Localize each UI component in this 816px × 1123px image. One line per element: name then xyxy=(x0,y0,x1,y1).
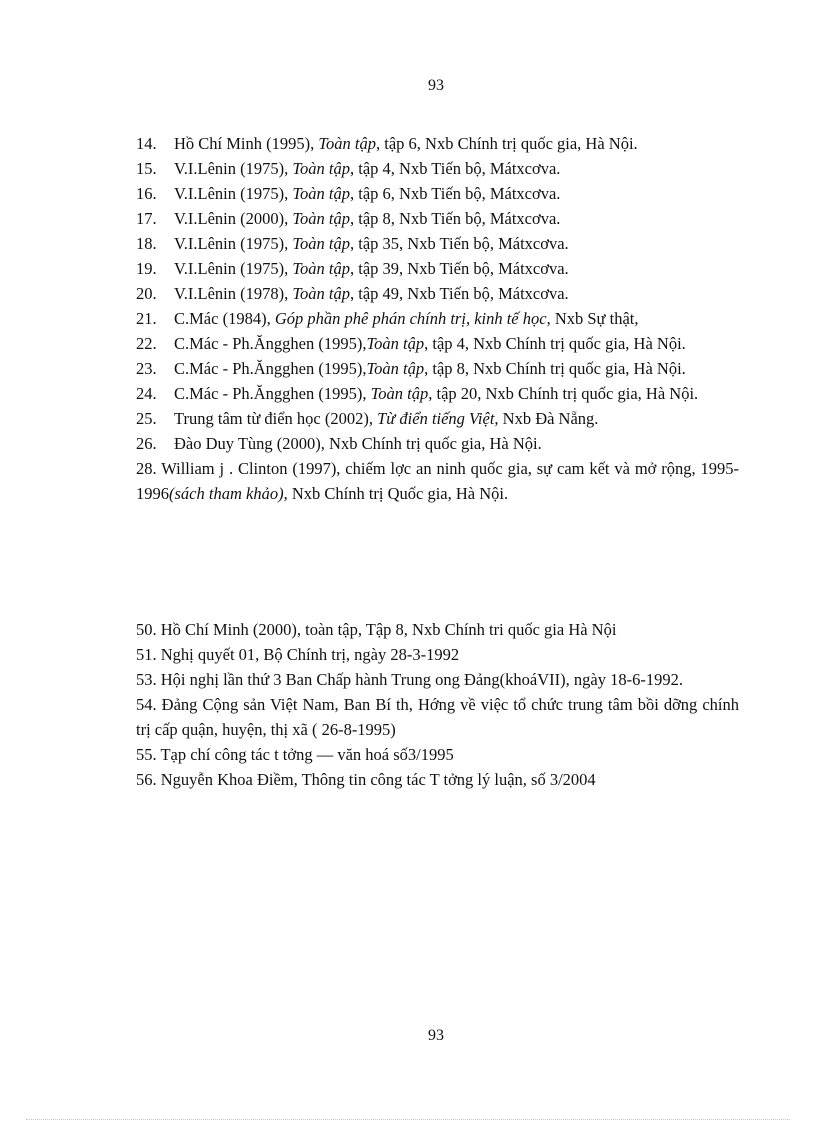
reference-item: 50. Hồ Chí Minh (2000), toàn tập, Tập 8, Nxb Chính tri quốc gia Hà Nội xyxy=(136,620,617,639)
reference-item: 23. C.Mác - Ph.Ăngghen (1995),Toàn tập, tập 8, Nxb Chính trị quốc gia, Hà Nội. xyxy=(136,359,686,378)
reference-list-part-1 xyxy=(136,131,739,506)
reference-item: 51. Nghị quyết 01, Bộ Chính trị, ngày 28-3-1992 xyxy=(136,645,460,664)
reference-item: 15. V.I.Lênin (1975), Toàn tập, tập 4, Nxb Tiến bộ, Mátxcơva. xyxy=(136,159,561,178)
page-number-top: 93 xyxy=(428,77,444,94)
reference-item: 14. Hồ Chí Minh (1995), Toàn tập, tập 6, Nxb Chính trị quốc gia, Hà Nội. xyxy=(136,134,638,153)
reference-item: 26. Đào Duy Tùng (2000), Nxb Chính trị quốc gia, Hà Nội. xyxy=(136,434,542,453)
reference-item: 17. V.I.Lênin (2000), Toàn tập, tập 8, Nxb Tiến bộ, Mátxcơva. xyxy=(136,209,561,228)
reference-item: 56. Nguyễn Khoa Điềm, Thông tin công tác T tởng lý luận, số 3/2004 xyxy=(136,770,596,789)
footer-divider xyxy=(26,1119,790,1120)
reference-item: 19. V.I.Lênin (1975), Toàn tập, tập 39, Nxb Tiến bộ, Mátxcơva. xyxy=(136,259,569,278)
reference-item: 53. Hội nghị lần thứ 3 Ban Chấp hành Trung ong Đảng(khoáVII), ngày 18-6-1992. xyxy=(136,670,683,689)
page-number-bottom: 93 xyxy=(428,1027,444,1044)
reference-item: 24. C.Mác - Ph.Ăngghen (1995), Toàn tập, tập 20, Nxb Chính trị quốc gia, Hà Nội. xyxy=(136,384,699,403)
reference-item: 20. V.I.Lênin (1978), Toàn tập, tập 49, Nxb Tiến bộ, Mátxcơva. xyxy=(136,284,569,303)
reference-item: 54. Đảng Cộng sản Việt Nam, Ban Bí th, Hớng về việc tổ chức trung tâm bồi dỡng chính trị cấp quận, huyện, thị xã ( 26-8-1995) xyxy=(136,695,740,739)
reference-item: 16. V.I.Lênin (1975), Toàn tập, tập 6, Nxb Tiến bộ, Mátxcơva. xyxy=(136,184,561,203)
reference-list-part-2 xyxy=(136,617,739,792)
reference-item: 55. Tạp chí công tác t tởng — văn hoá số3/1995 xyxy=(136,745,454,764)
reference-item: 18. V.I.Lênin (1975), Toàn tập, tập 35, Nxb Tiến bộ, Mátxcơva. xyxy=(136,234,569,253)
reference-item: 22. C.Mác - Ph.Ăngghen (1995),Toàn tập, tập 4, Nxb Chính trị quốc gia, Hà Nội. xyxy=(136,334,686,353)
reference-item: 25. Trung tâm từ điển học (2002), Từ điển tiếng Việt, Nxb Đà Nẵng. xyxy=(136,409,599,428)
reference-item: 21. C.Mác (1984), Góp phần phê phán chính trị, kinh tế học, Nxb Sự thật, xyxy=(136,309,639,328)
reference-item: 28. William j . Clinton (1997), chiếm lợc an ninh quốc gia, sự cam kết và mở rộng, 1995-1996(sách tham khảo), Nxb Chính trị Quốc gia, Hà Nội. xyxy=(136,459,740,503)
